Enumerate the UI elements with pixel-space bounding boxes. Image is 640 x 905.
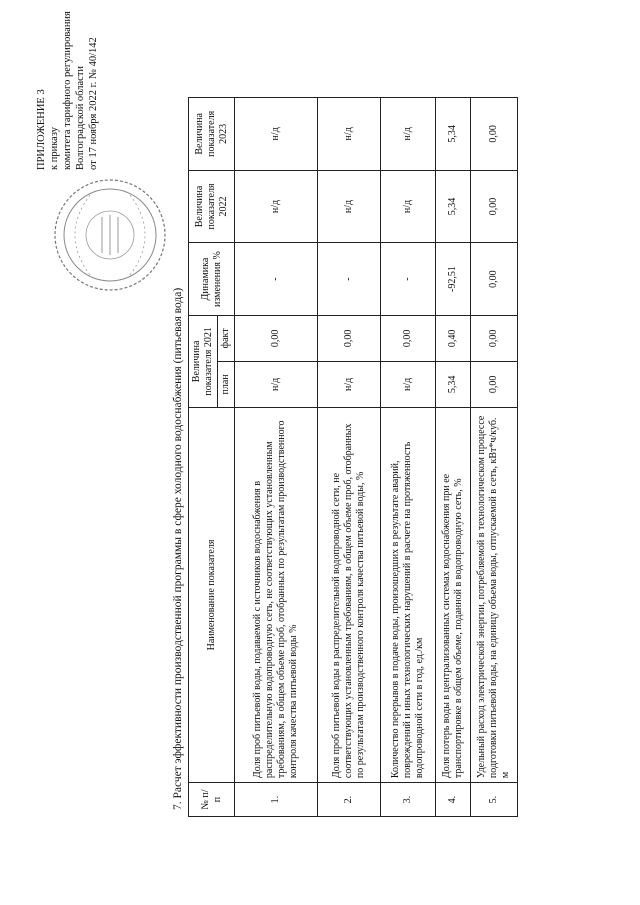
- row-num: 4.: [436, 783, 471, 817]
- header-2022: Величина показателя 2022: [189, 170, 235, 243]
- row-name: Доля проб питьевой воды, подаваемой с источников водоснабжения в распределительную водопроводную сеть, не соответствующих установленным требованиям, в общем объеме проб, отобранных по результатам производственного контроля качества питьевой воды %: [235, 407, 318, 782]
- document-header: [35, 0, 100, 170]
- row-2022: н/д: [318, 170, 381, 243]
- committee-line: комитета тарифного регулирования: [62, 11, 73, 170]
- row-fact: 0,00: [235, 315, 318, 361]
- header-name: Наименование показателя: [189, 407, 235, 782]
- row-2023: н/д: [381, 98, 436, 171]
- row-plan: н/д: [381, 361, 436, 407]
- region-line: Волгоградской области: [75, 65, 86, 170]
- row-num: 5.: [471, 783, 518, 817]
- row-dynamics: -: [381, 243, 436, 316]
- header-plan: план: [218, 361, 235, 407]
- row-num: 3.: [381, 783, 436, 817]
- row-name: Доля проб питьевой воды в распределительной водопроводной сети, не соответствующих установленным требованиям, в общем объеме проб, отобранных по результатам производственного контроля качества питьевой воды, %: [318, 407, 381, 782]
- row-plan: н/д: [318, 361, 381, 407]
- table-row: [318, 98, 381, 817]
- row-2023: н/д: [235, 98, 318, 171]
- header-2021: Величина показателя 2021: [189, 315, 218, 407]
- row-dynamics: 0,00: [471, 243, 518, 316]
- header-2023: Величина показателя 2023: [189, 98, 235, 171]
- row-2022: н/д: [235, 170, 318, 243]
- row-name: Удельный расход электрической энергии, потребляемой в технологическом процессе подготовки питьевой воды, на единицу объема воды, отпускаемой в сеть, кВт*ч/куб. м: [471, 407, 518, 782]
- header-dynamics: Динамика изменения %: [189, 243, 235, 316]
- section-title: 7. Расчет эффективности производственной программы в сфере холодного водоснабжения (питьевая вода): [172, 287, 184, 810]
- order-ref-line: к приказу: [49, 127, 60, 170]
- row-num: 1.: [235, 783, 318, 817]
- appendix-label: ПРИЛОЖЕНИЕ 3: [36, 89, 47, 170]
- row-2023: 5,34: [436, 98, 471, 171]
- row-plan: 5,34: [436, 361, 471, 407]
- row-name: Доля потерь воды в централизованных системах водоснабжения при ее транспортировке в общем объеме, поданной в водопроводную сеть, %: [436, 407, 471, 782]
- row-plan: н/д: [235, 361, 318, 407]
- row-2023: н/д: [318, 98, 381, 171]
- row-num: 2.: [318, 783, 381, 817]
- order-date-line: от 17 ноября 2022 г. № 40/142: [88, 37, 99, 170]
- header-num: № п/п: [189, 783, 235, 817]
- row-fact: 0,00: [318, 315, 381, 361]
- row-dynamics: -92,51: [436, 243, 471, 316]
- table-row: [381, 98, 436, 817]
- table-row: [436, 98, 471, 817]
- row-dynamics: -: [318, 243, 381, 316]
- row-2022: 0,00: [471, 170, 518, 243]
- row-2022: 5,34: [436, 170, 471, 243]
- header-fact: факт: [218, 315, 235, 361]
- table-row: [471, 98, 518, 817]
- table-row: [235, 98, 318, 817]
- row-fact: 0,00: [381, 315, 436, 361]
- row-name: Количество перерывов в подаче воды, произошедших в результате аварий, повреждений и иных технологических нарушений в расчете на протяженность водопроводной сети в год, ед./км: [381, 407, 436, 782]
- row-fact: 0,40: [436, 315, 471, 361]
- efficiency-table: [188, 97, 518, 817]
- official-stamp: [50, 175, 170, 295]
- row-2023: 0,00: [471, 98, 518, 171]
- row-dynamics: -: [235, 243, 318, 316]
- table-header-row: [189, 98, 218, 817]
- row-fact: 0,00: [471, 315, 518, 361]
- stamp-seal-icon: [50, 175, 170, 295]
- row-plan: 0,00: [471, 361, 518, 407]
- row-2022: н/д: [381, 170, 436, 243]
